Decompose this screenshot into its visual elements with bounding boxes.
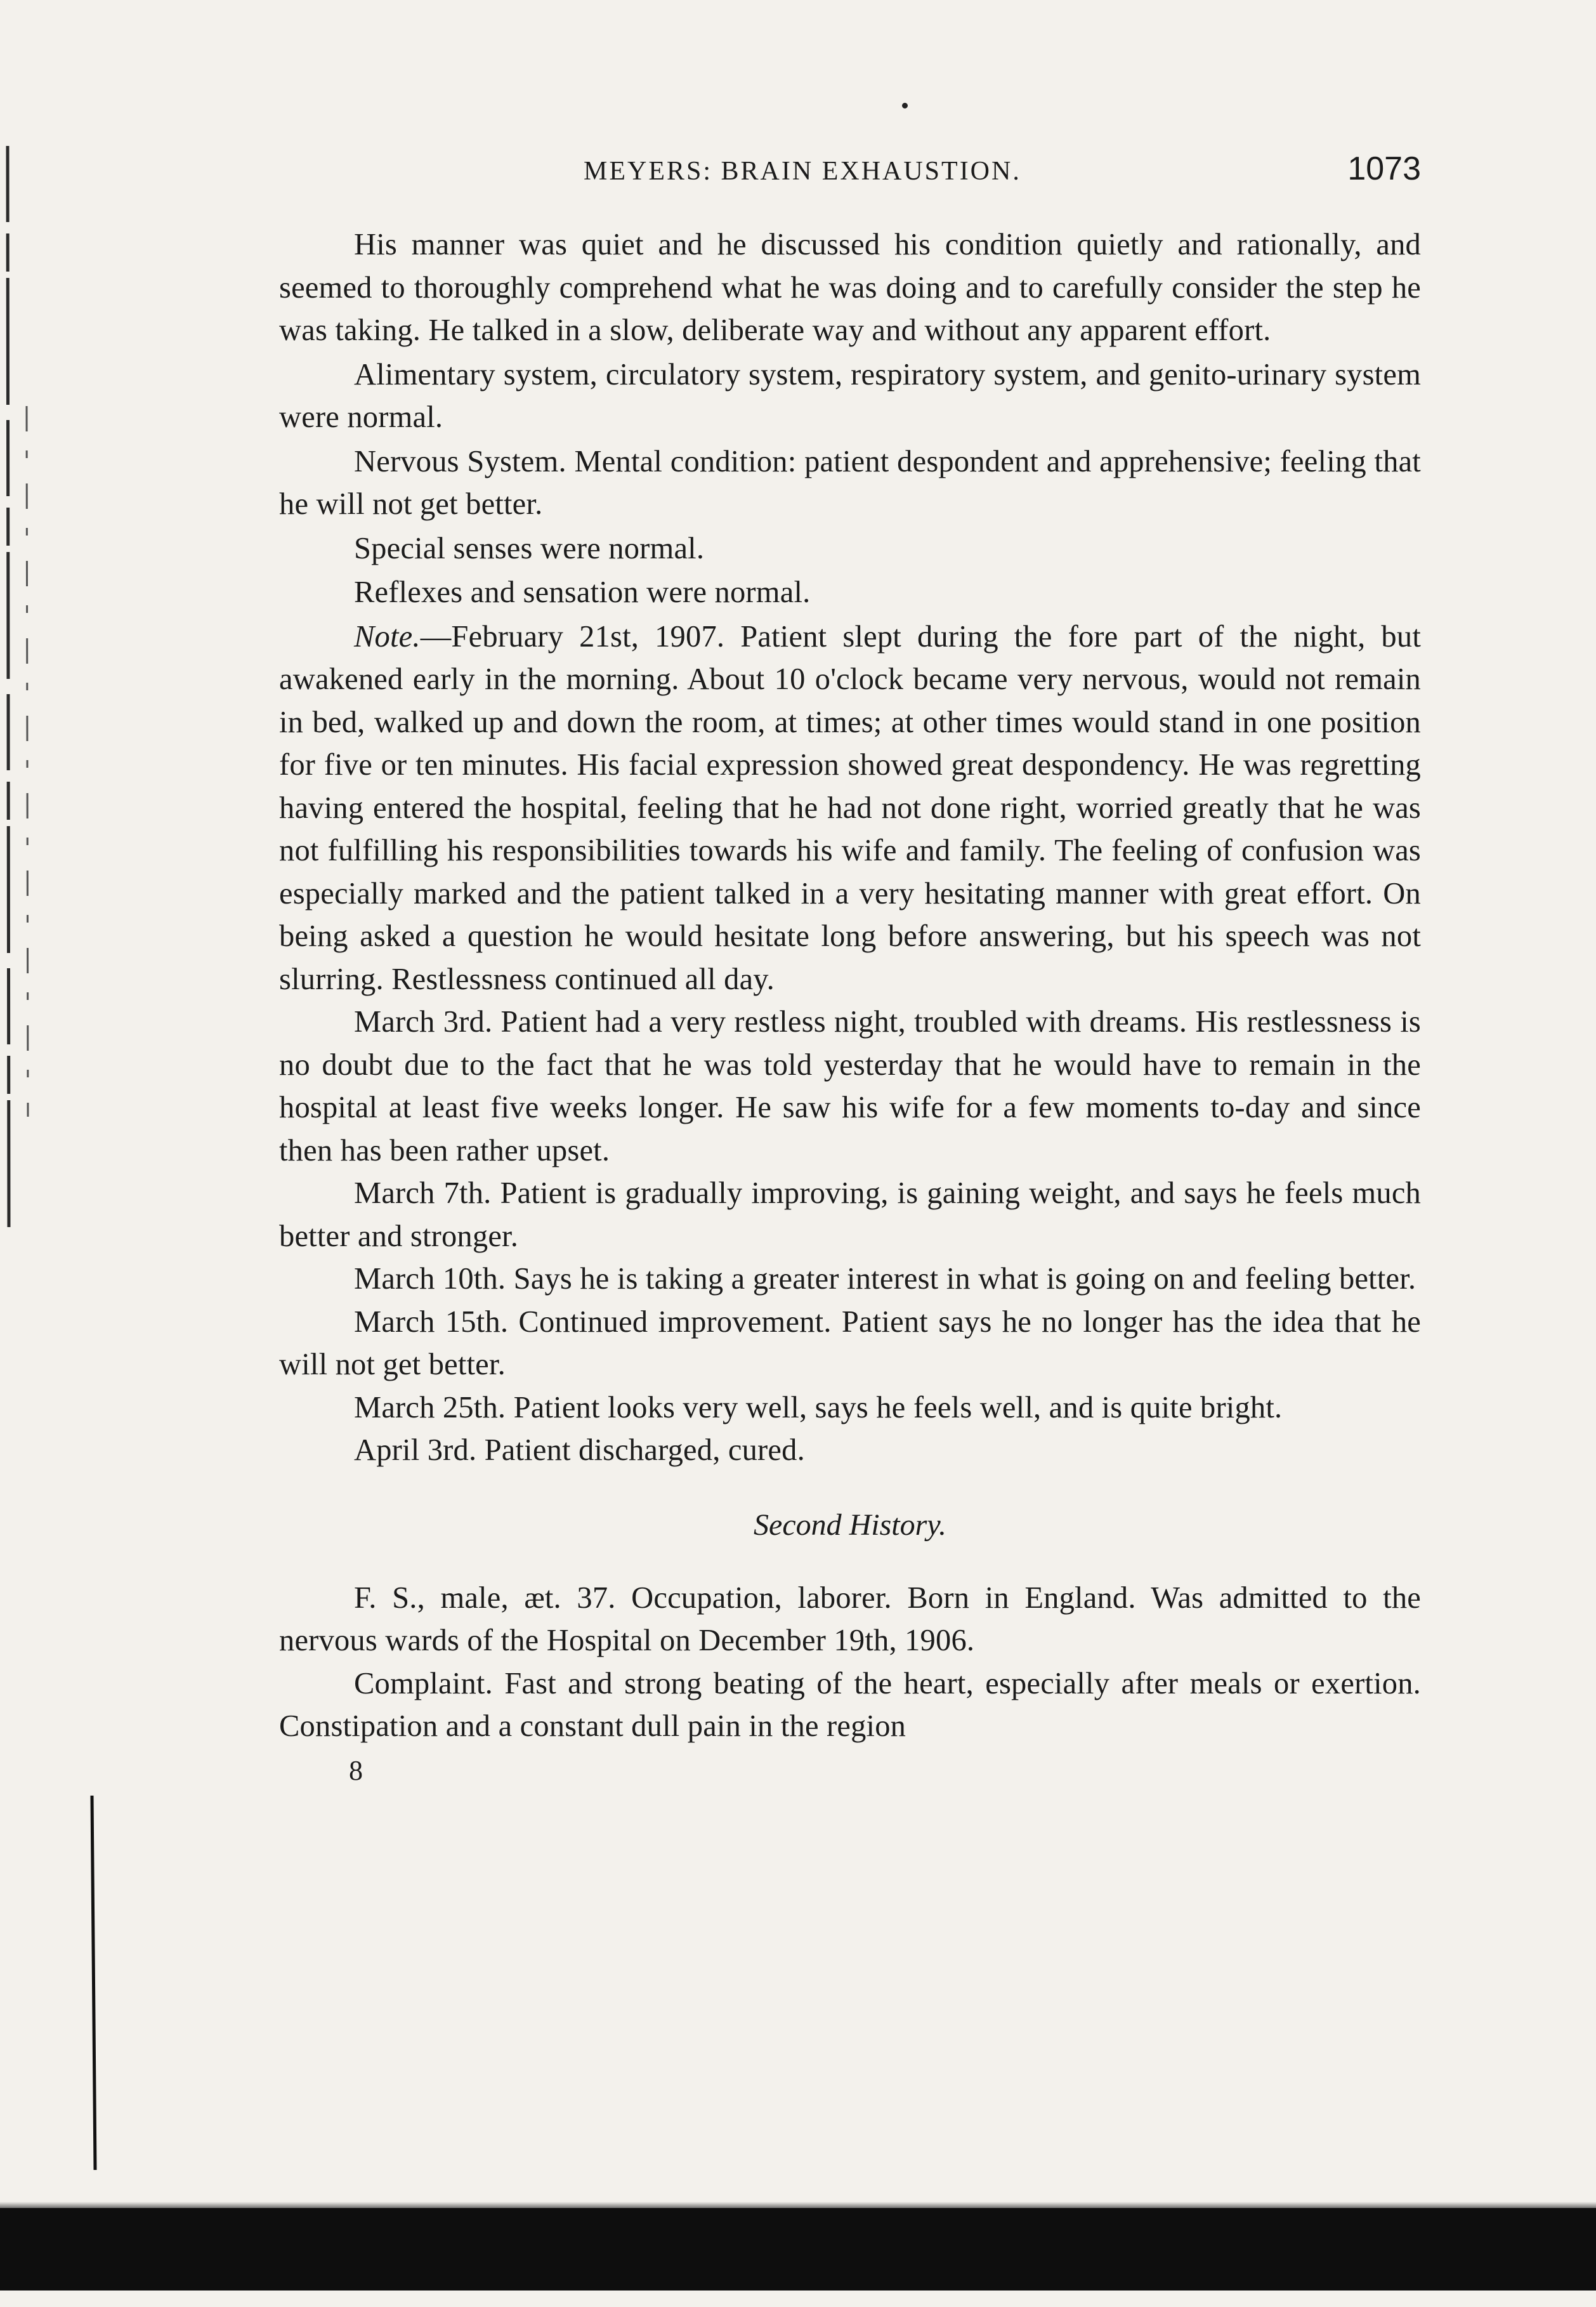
ink-dot: [902, 103, 908, 108]
paragraph-note: [279, 615, 1421, 1001]
document-page: [279, 140, 1421, 1790]
scan-edge-artifact: [0, 0, 101, 2307]
page-header: [279, 140, 1421, 197]
paragraph-march-25: March 25th. Patient looks very well, says he feels well, and is quite bright.: [354, 1390, 1283, 1424]
paragraph-nervous-system: Nervous System. Mental condition: patient despondent and apprehensive; feeling that he will not get better.: [279, 444, 1421, 521]
running-head: MEYERS: BRAIN EXHAUSTION.: [584, 157, 1021, 186]
paragraph-march-15: March 15th. Continued improvement. Patient says he no longer has the idea that he will not get better.: [279, 1305, 1421, 1381]
note-label: Note.: [354, 619, 421, 654]
paragraph-manner: His manner was quiet and he discussed his condition quietly and rationally, and seemed to thoroughly comprehend what he was doing and to carefully consider the step he was taking. He talked in a slow, deliberate way and without any apparent effort.: [279, 228, 1421, 347]
paragraph-march-7: March 7th. Patient is gradually improving, is gaining weight, and says he feels much better and stronger.: [279, 1176, 1421, 1253]
paragraph-march-3: March 3rd. Patient had a very restless night, troubled with dreams. His restlessness is no doubt due to the fact that he was told yesterday that he would have to remain in the hospital at least five weeks longer. He saw his wife for a few moments to-day and since then has been rather upset.: [279, 1005, 1421, 1167]
paragraph-patient-intro: F. S., male, æt. 37. Occupation, laborer. Born in England. Was admitted to the nervous wards of the Hospital on December 19th, 1906.: [279, 1581, 1421, 1657]
paragraph-march-10: March 10th. Says he is taking a greater interest in what is going on and feeling better.: [354, 1262, 1416, 1296]
section-title: Second History.: [754, 1508, 946, 1542]
paragraph-complaint: Complaint. Fast and strong beating of the heart, especially after meals or exertion. Constipation and a constant dull pain in the region: [279, 1666, 1421, 1743]
paragraph-special-senses: Special senses were normal.: [354, 531, 705, 565]
paragraph-april-3: April 3rd. Patient discharged, cured.: [354, 1433, 805, 1467]
page-number: 1073: [1347, 150, 1421, 187]
note-text: —February 21st, 1907. Patient slept during the fore part of the night, but awakened early in the morning. About 10 o'clock became very nervous, would not remain in bed, walked up and down the room, at times; at other times would stand in one position for five or ten minutes. His facial expression showed great despondency. He was regretting having entered the hospital, feeling that he had not done right, worried greatly that he was not fulfilling his responsibilities towards his wife and family. The feeling of confusion was especially marked and the patient talked in a very hesitating manner with great effort. On being asked a question he would hesitate long before answering, but his speech was not slurring. Restlessness continued all day.: [279, 619, 1421, 996]
paragraph-systems: Alimentary system, circulatory system, respiratory system, and genito-urinary system were normal.: [279, 357, 1421, 434]
paragraph-reflexes: Reflexes and sensation were normal.: [354, 575, 811, 609]
signature-mark: 8: [349, 1754, 363, 1786]
scan-bottom-bar: [0, 2208, 1596, 2291]
